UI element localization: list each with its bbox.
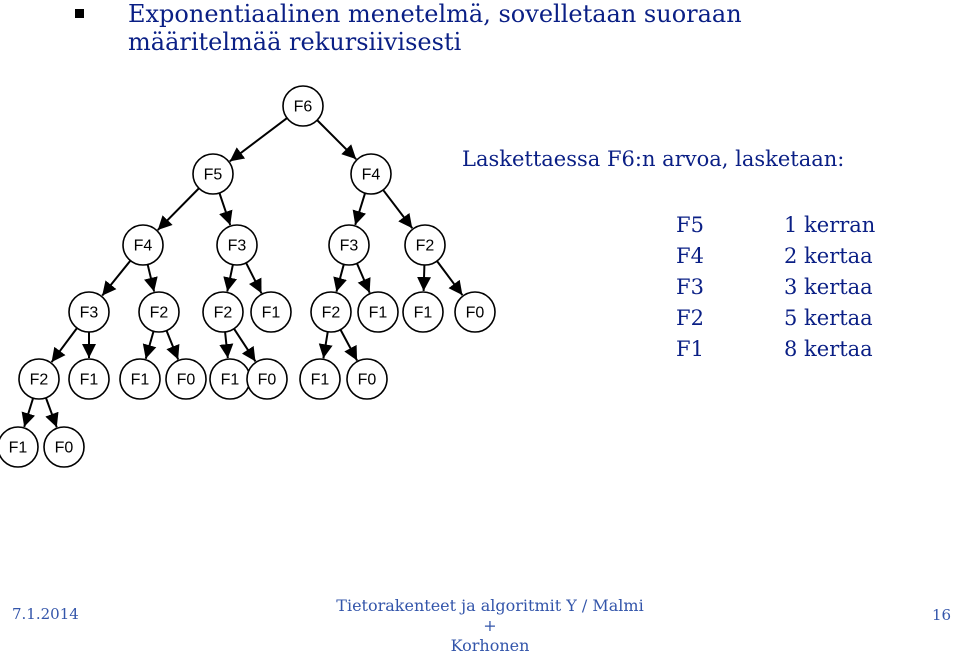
tree-node xyxy=(251,292,291,332)
count-times: 2 kertaa xyxy=(784,244,873,268)
tree-node-label: F1 xyxy=(310,371,330,389)
tree-node xyxy=(166,359,206,399)
tree-node-label: F5 xyxy=(203,166,223,184)
tree-node-label: F1 xyxy=(413,304,433,322)
tree-edge xyxy=(148,264,154,291)
tree-node xyxy=(69,292,109,332)
tree-node xyxy=(44,427,84,467)
tree-edge xyxy=(340,330,357,361)
tree-edge xyxy=(166,331,178,360)
tree-node-label: F1 xyxy=(79,371,99,389)
footer-date: 7.1.2014 xyxy=(12,605,79,623)
tree-edge xyxy=(102,261,130,296)
footer-course-line-1: Tietorakenteet ja algoritmit Y / Malmi + xyxy=(336,596,644,635)
tree-edge xyxy=(424,265,425,291)
tree-edge xyxy=(46,398,57,428)
tree-node-label: F6 xyxy=(293,98,313,116)
call-count-table xyxy=(676,210,875,365)
count-function: F2 xyxy=(676,306,704,330)
tree-node xyxy=(403,292,443,332)
tree-edge xyxy=(52,328,77,362)
tree-node-label: F1 xyxy=(368,304,388,322)
tree-node-label: F2 xyxy=(149,304,169,322)
tree-node-label: F2 xyxy=(29,371,49,389)
tree-node-label: F0 xyxy=(357,371,377,389)
tree-node-label: F4 xyxy=(133,237,153,255)
tree-node-label: F1 xyxy=(220,371,240,389)
tree-edge xyxy=(158,188,199,230)
count-function: F4 xyxy=(676,244,704,268)
tree-edge xyxy=(323,332,327,359)
count-times: 8 kertaa xyxy=(784,337,873,361)
tree-node xyxy=(19,359,59,399)
tree-node-label: F3 xyxy=(227,237,247,255)
tree-node xyxy=(123,225,163,265)
count-times: 1 kerran xyxy=(784,213,876,237)
tree-edge xyxy=(227,265,233,292)
tree-edge xyxy=(357,263,370,292)
tree-edge xyxy=(230,118,287,161)
tree-edge xyxy=(383,190,412,228)
footer-course xyxy=(330,596,650,656)
tree-node xyxy=(139,292,179,332)
tree-edge xyxy=(24,398,33,427)
count-row xyxy=(676,241,875,272)
count-function: F1 xyxy=(676,337,704,361)
count-function: F3 xyxy=(676,275,704,299)
page-number: 16 xyxy=(932,606,952,624)
count-row xyxy=(676,272,875,303)
tree-node xyxy=(311,292,351,332)
tree-node-label: F1 xyxy=(261,304,281,322)
tree-edge xyxy=(336,264,343,291)
tree-node xyxy=(0,427,38,467)
tree-edge xyxy=(437,261,462,295)
tree-edge xyxy=(146,331,154,359)
tree-node-label: F2 xyxy=(415,237,435,255)
tree-node xyxy=(329,225,369,265)
count-row xyxy=(676,303,875,334)
tree-node-label: F0 xyxy=(176,371,196,389)
tree-node-label: F3 xyxy=(79,304,99,322)
tree-node-label: F0 xyxy=(54,439,74,457)
tree-node xyxy=(247,359,287,399)
counts-heading: Laskettaessa F6:n arvoa, lasketaan: xyxy=(462,147,845,171)
tree-edge xyxy=(225,332,228,358)
tree-node-label: F2 xyxy=(213,304,233,322)
tree-edge xyxy=(234,329,255,362)
tree-edge xyxy=(355,193,365,225)
tree-node xyxy=(405,225,445,265)
tree-edge xyxy=(317,120,356,159)
tree-node xyxy=(203,292,243,332)
tree-node xyxy=(120,359,160,399)
tree-node xyxy=(300,359,340,399)
tree-node-label: F0 xyxy=(257,371,277,389)
tree-node-label: F0 xyxy=(465,304,485,322)
tree-node xyxy=(455,292,495,332)
tree-node xyxy=(193,154,233,194)
tree-node xyxy=(69,359,109,399)
tree-node xyxy=(283,86,323,126)
tree-node xyxy=(358,292,398,332)
tree-node xyxy=(217,225,257,265)
tree-node-label: F1 xyxy=(130,371,150,389)
tree-node-label: F4 xyxy=(361,166,381,184)
tree-node xyxy=(351,154,391,194)
tree-node-label: F3 xyxy=(339,237,359,255)
tree-node-label: F2 xyxy=(321,304,341,322)
tree-node xyxy=(210,359,250,399)
tree-node-label: F1 xyxy=(8,439,28,457)
count-function: F5 xyxy=(676,213,704,237)
count-times: 5 kertaa xyxy=(784,306,873,330)
count-times: 3 kertaa xyxy=(784,275,873,299)
slide-title-line-2: määritelmää rekursiivisesti xyxy=(128,28,462,56)
slide-title-line-1: Exponentiaalinen menetelmä, sovelletaan suoraan xyxy=(128,0,742,28)
tree-edge xyxy=(219,193,230,225)
footer-course-line-2: Korhonen xyxy=(450,636,530,655)
tree-node xyxy=(347,359,387,399)
count-row xyxy=(676,334,875,365)
tree-edge xyxy=(246,263,261,293)
count-row xyxy=(676,210,875,241)
